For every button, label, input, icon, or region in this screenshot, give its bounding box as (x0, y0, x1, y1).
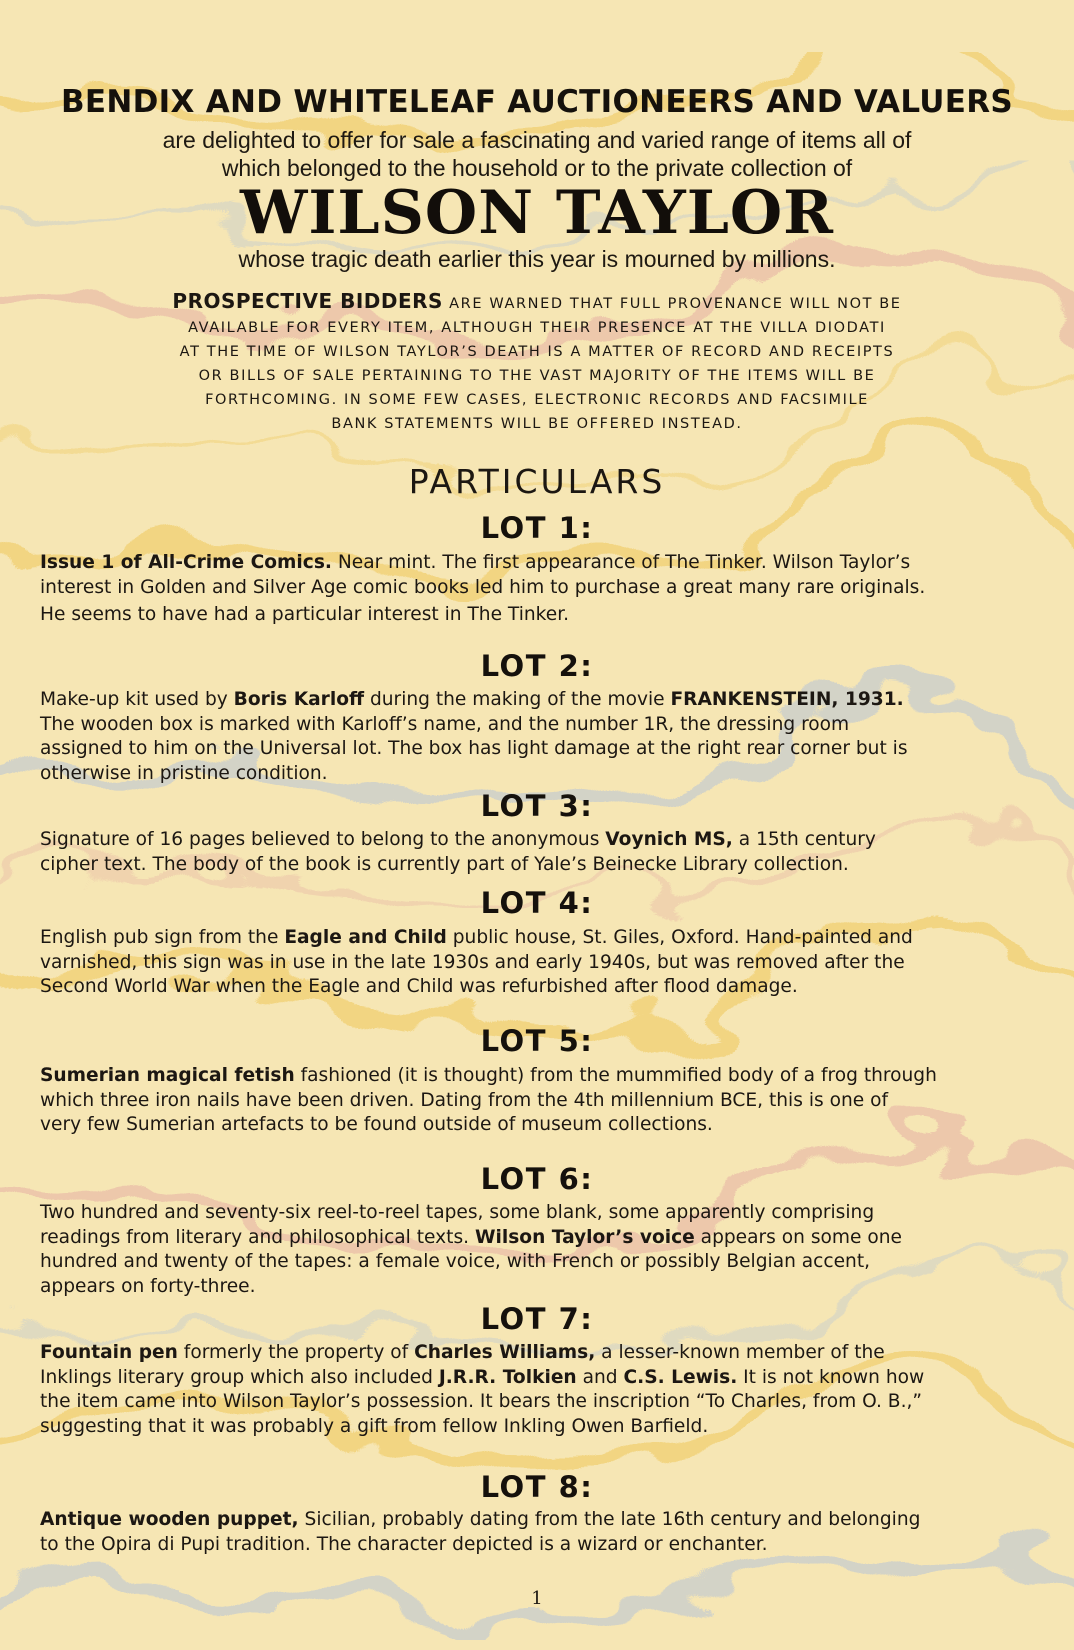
lot-2-description (40, 688, 1034, 786)
lot-7-bold: Fountain pen (40, 1342, 178, 1363)
bidder-warning (40, 289, 1034, 436)
warning-first-line: ARE WARNED THAT FULL PROVENANCE WILL NOT BE (449, 296, 902, 312)
mourned-line: whose tragic death earlier this year is mourned by millions. (238, 246, 836, 272)
warning-line: BANK STATEMENTS WILL BE OFFERED INSTEAD. (331, 416, 743, 432)
lot-7-line (40, 1341, 1034, 1366)
lot-8-line (40, 1508, 1034, 1533)
lot-1-line: He seems to have had a particular interest in The Tinker. (40, 604, 570, 625)
lot-3-title: LOT 3: (480, 789, 594, 823)
lot-8-line: to the Opira di Pupi tradition. The character depicted is a wizard or enchanter. (40, 1533, 768, 1555)
lot-6-line (40, 1226, 1034, 1251)
lot-7-text: It is not known how (737, 1366, 925, 1388)
lot-5-line: which three iron nails have been driven. Dating from the 4th millennium BCE, this is one of (40, 1089, 889, 1111)
lot-5-description (40, 1064, 1034, 1138)
lot-4-description (40, 926, 1034, 1000)
lot-2-bold: Boris Karloff (233, 689, 365, 710)
lot-6-description (40, 1201, 1034, 1299)
lot-3-bold: Voynich MS, (605, 829, 733, 850)
lot-7-title: LOT 7: (480, 1302, 594, 1336)
lot-4-text: public house, St. Giles, Oxford. Hand-painted and (446, 927, 913, 948)
lot-8-title: LOT 8: (480, 1470, 594, 1504)
lot-6-text: appears on some one (694, 1226, 902, 1248)
lot-6-line: hundred and twenty of the tapes: a female voice, with French or possibly Belgian accent, (40, 1251, 871, 1272)
lot-2-bold: FRANKENSTEIN, 1931. (670, 689, 904, 710)
lot-6-line: Two hundred and seventy-six reel-to-reel tapes, some blank, some apparently comprising (40, 1202, 875, 1223)
lot-3-text: Signature of 16 pages believed to belong to the anonymous (40, 829, 606, 850)
lot-5-title: LOT 5: (480, 1024, 594, 1058)
lot-2-text: Make-up kit used by (40, 689, 234, 710)
lot-6-title: LOT 6: (480, 1162, 594, 1196)
page-number: 1 (531, 1588, 543, 1609)
lot-4-line (40, 926, 1034, 951)
lot-8-text: Sicilian, probably dating from the late 16th century and belonging (298, 1509, 921, 1530)
lot-4-text: English pub sign from the (40, 927, 285, 948)
lot-3-text: a 15th century (732, 829, 876, 850)
lot-6-bold: Wilson Taylor’s voice (474, 1226, 695, 1248)
warning-line: AT THE TIME OF WILSON TAYLOR’S DEATH IS A MATTER OF RECORD AND RECEIPTS (179, 344, 895, 360)
firm-name: BENDIX AND WHITELEAF AUCTIONEERS AND VALUERS (60, 84, 1014, 120)
lot-6-text: readings from literary and philosophical texts. (40, 1226, 475, 1248)
intro-line: which belonged to the household or to the private collection of (221, 155, 853, 181)
lot-7-text: and (576, 1366, 624, 1388)
lot-5-bold: Sumerian magical fetish (40, 1065, 295, 1086)
warning-line: AVAILABLE FOR EVERY ITEM, ALTHOUGH THEIR PRESENCE AT THE VILLA DIODATI (188, 320, 886, 336)
lot-2-line: otherwise in pristine condition. (40, 762, 328, 784)
lot-7-text: formerly the property of (177, 1342, 415, 1363)
lot-7-text: Inklings literary group which also included (40, 1366, 439, 1388)
warning-line: FORTHCOMING. IN SOME FEW CASES, ELECTRONIC RECORDS AND FACSIMILE (205, 392, 869, 408)
lot-1-text: Near mint. The first appearance of The Tinker. Wilson Taylor’s (331, 552, 911, 573)
lot-8-bold: Antique wooden puppet, (40, 1509, 299, 1530)
lot-2-line: The wooden box is marked with Karloff’s name, and the number 1R, the dressing room (40, 713, 850, 735)
warning-line (40, 289, 1034, 316)
lot-7-text: a lesser-known member of the (595, 1342, 885, 1363)
lot-7-bold: Charles Williams, (414, 1342, 596, 1363)
lot-2-text: during the making of the movie (364, 689, 671, 710)
lot-4-title: LOT 4: (480, 886, 594, 920)
lot-4-line: Second World War when the Eagle and Child was refurbished after flood damage. (40, 976, 798, 997)
intro-line: are delighted to offer for sale a fascinating and varied range of items all of (162, 127, 912, 153)
lot-7-line: suggesting that it was probably a gift from fellow Inkling Owen Barfield. (40, 1415, 709, 1437)
lot-5-text: fashioned (it is thought) from the mummified body of a frog through (294, 1065, 937, 1086)
lot-7-line: the item came into Wilson Taylor’s possession. It bears the inscription “To Charles, from O. B.,” (40, 1391, 923, 1412)
lot-7-bold: J.R.R. Tolkien (438, 1366, 577, 1388)
lot-2-title: LOT 2: (480, 649, 594, 683)
lot-3-line (40, 828, 1034, 853)
lot-7-description (40, 1341, 1034, 1439)
lot-4-line: varnished, this sign was in use in the late 1930s and early 1940s, but was removed after the (40, 951, 905, 973)
lot-5-line (40, 1064, 1034, 1089)
lot-6-line: appears on forty-three. (40, 1275, 256, 1297)
particulars-heading: PARTICULARS (408, 462, 666, 501)
lot-3-line: cipher text. The body of the book is currently part of Yale’s Beinecke Library collection. (40, 853, 849, 875)
lot-1-description (40, 551, 1034, 628)
lot-2-line: assigned to him on the Universal lot. The box has light damage at the right rear corner but is (40, 738, 908, 759)
lot-1-line (40, 551, 1034, 576)
lot-2-line (40, 688, 1034, 713)
intro-text (0, 126, 1074, 182)
lot-1-item-name: Issue 1 of All-Crime Comics. (40, 552, 332, 573)
lot-1-title: LOT 1: (480, 511, 594, 545)
warning-lead: PROSPECTIVE BIDDERS (172, 289, 443, 313)
lot-3-description (40, 828, 1034, 877)
warning-line: OR BILLS OF SALE PERTAINING TO THE VAST MAJORITY OF THE ITEMS WILL BE (198, 368, 876, 384)
lot-1-line: interest in Golden and Silver Age comic books led him to purchase a great many rare originals. (40, 576, 926, 598)
lot-8-description (40, 1508, 1034, 1557)
lot-4-bold: Eagle and Child (284, 927, 447, 948)
lot-7-line (40, 1366, 1034, 1391)
lot-5-line: very few Sumerian artefacts to be found outside of museum collections. (40, 1114, 713, 1135)
lot-7-bold: C.S. Lewis. (623, 1366, 738, 1388)
collector-name: WILSON TAYLOR (239, 178, 835, 248)
